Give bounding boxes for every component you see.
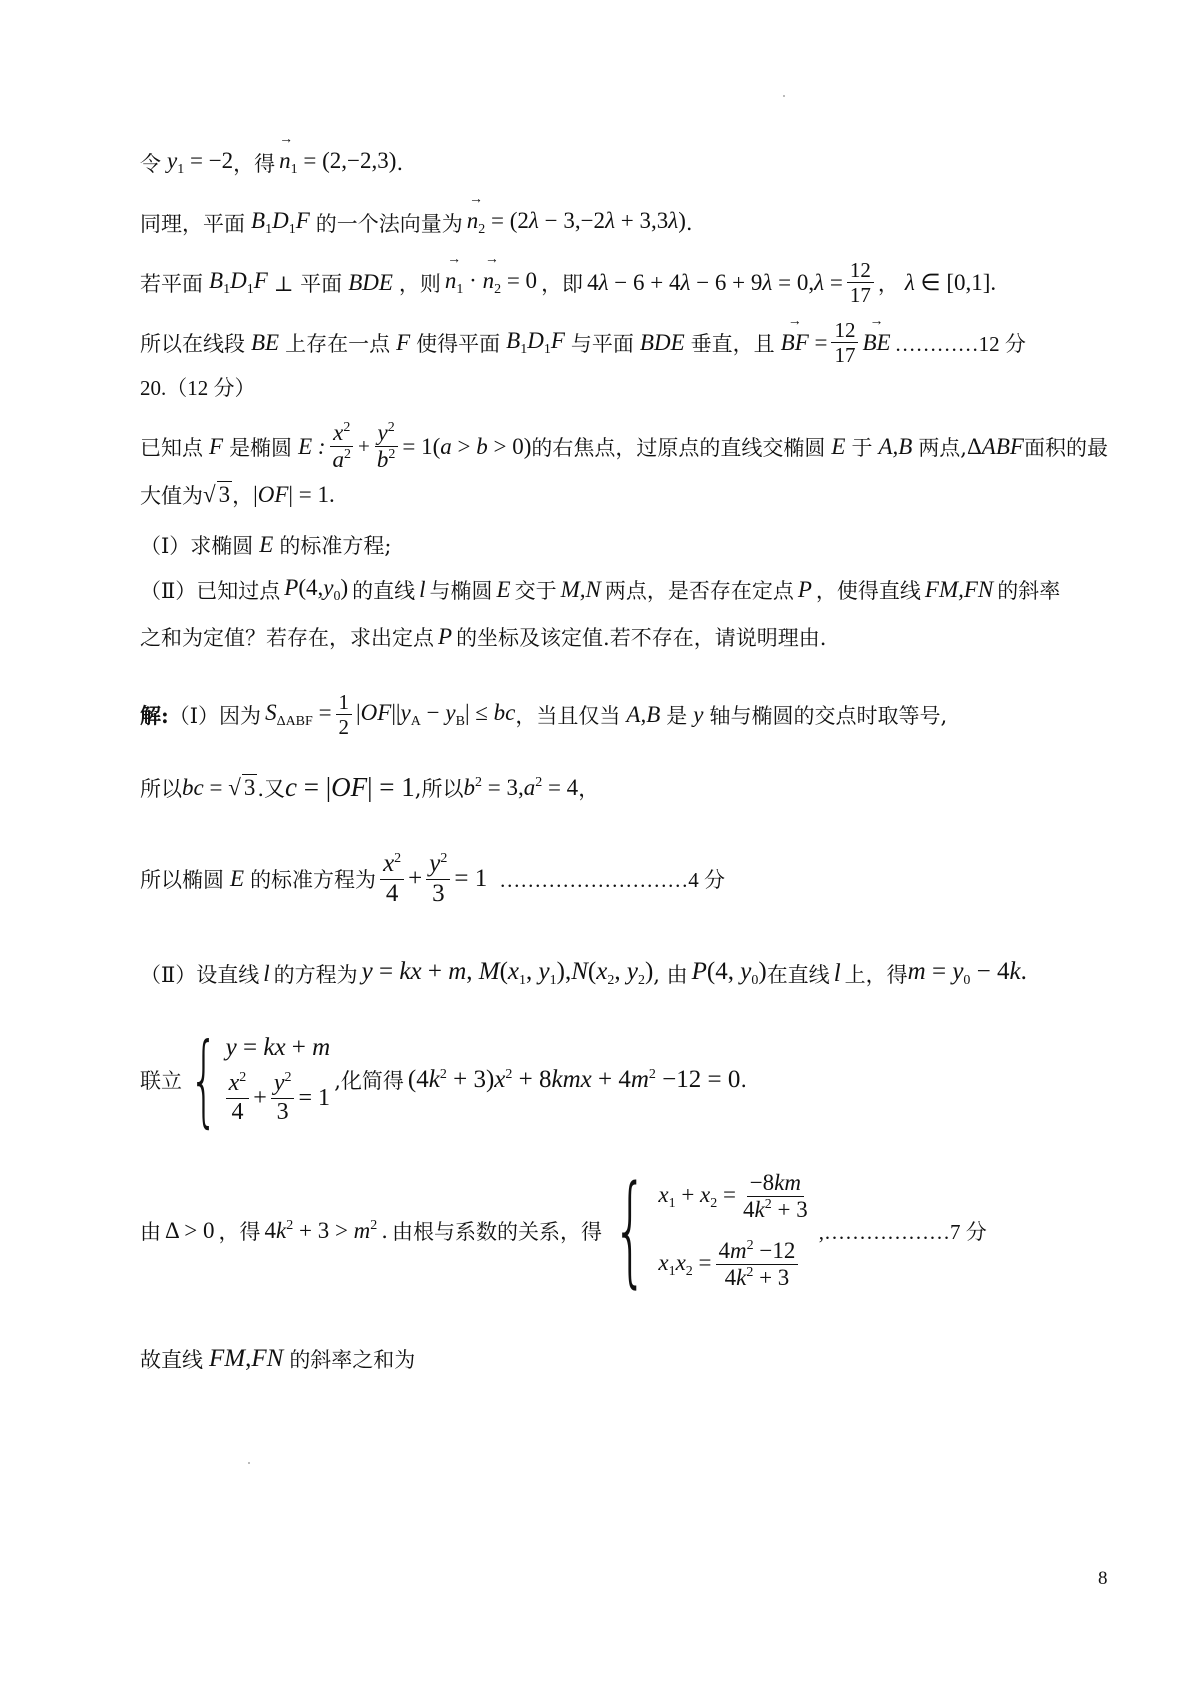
- line-solution-system: 联立 { y = kx + m $\frac{x^2}{4}$ + $\frac{y^2}{3}$ = 1 ,化简得 $(4k^2 + 3)x^2 + 8kmx + 4m^2 -12 = 0$ .: [140, 1021, 748, 1138]
- text: 若平面: [140, 271, 203, 296]
- text: 的斜率: [997, 579, 1061, 603]
- text: ，得: [218, 1219, 261, 1244]
- text: 由: [140, 1219, 161, 1244]
- line-solution-3: 所以椭圆 E 的标准方程为 $\frac{x^2}{4}$ + $\frac{y^2}{3}$ = 1 ………………………4 分: [140, 850, 725, 907]
- text: ,化简得: [334, 1069, 404, 1093]
- text: 面积的最: [1023, 435, 1108, 460]
- line-solution-vieta: 由 Δ > 0 ，得 $4k^2 + 3 > m^2$ . 由根与系数的关系，得 { $x_1 + x_2$ = $\frac{-8km}{4k^2 + 3}$ $x_1x_2$ = $\frac{4m^2 -12}{4k^2 + 3}$ ,………………7 分: [140, 1160, 987, 1300]
- text: 的右焦点，过原点的直线交椭圆: [531, 435, 826, 460]
- text: ，则: [398, 271, 441, 296]
- text: 的标准方程;: [279, 534, 392, 558]
- text: ，即: [541, 271, 584, 296]
- text: .: [396, 151, 404, 175]
- text: , 由: [653, 962, 688, 987]
- text: 大值为: [140, 484, 203, 508]
- text: 同理，平面: [140, 212, 245, 236]
- text: 与平面: [570, 331, 634, 356]
- text: 由根与系数的关系，得: [391, 1219, 602, 1244]
- text: 两点，是否存在定点: [604, 579, 794, 603]
- text: 所以在线段: [140, 331, 245, 356]
- text: （Ⅰ）因为: [168, 703, 262, 728]
- text: ，: [578, 776, 600, 801]
- text: 在直线: [766, 962, 830, 987]
- question-number: [140, 372, 256, 402]
- text: 已知点: [140, 435, 203, 460]
- line-conclusion: 所以在线段 BE 上存在一点 F 使得平面 $B_1D_1F$ 与平面 BDE 垂直，且 → BF = $\frac{12}{17}$ → BE …………12 分: [140, 318, 1026, 367]
- text: 轴与椭圆的交点时取等号,: [709, 703, 948, 728]
- text: 的方程为: [273, 962, 358, 987]
- text: 所以椭圆: [140, 868, 224, 893]
- text: 是椭圆: [229, 435, 293, 460]
- text: 于: [851, 435, 873, 460]
- text: .: [381, 1218, 388, 1243]
- score-12: …………12 分: [894, 331, 1026, 356]
- text: 上，得: [844, 962, 908, 987]
- text: （Ⅰ）求椭圆: [140, 534, 254, 558]
- text: .又: [257, 776, 286, 801]
- text: 故直线: [140, 1348, 203, 1372]
- text: 20.（12 分）: [140, 376, 256, 400]
- text: （Ⅱ）设直线: [140, 962, 260, 987]
- text: 上存在一点: [285, 331, 391, 356]
- line-n1: 令 $y_1 = -2$ ，得 → $n_1 = (2,-2,3)$ .: [140, 148, 403, 178]
- text: 的直线: [352, 579, 416, 603]
- text: 的一个法向量为: [315, 212, 463, 236]
- text: 之和为定值？若存在，求出定点: [140, 626, 434, 650]
- text: .: [740, 1068, 748, 1092]
- brace: {: [612, 1160, 648, 1300]
- page-number: 8: [1098, 1568, 1108, 1589]
- line-n2: 同理，平面 $B_1D_1F$ 的一个法向量为 → $n_2 = (2\lambda - 3,-2\lambda + 3,3\lambda)$ .: [140, 208, 693, 238]
- line-solution-4: （Ⅱ）设直线 l 的方程为 y = kx + m, $M(x_1$, $y_1),N(x_2$, $y_2$) , 由 P(4, $y_0$) 在直线 l 上，得 $m = y_0 - 4k$.: [140, 958, 1027, 988]
- line-question-2: 大值为 √ 3 ， |OF| = 1.: [140, 482, 335, 508]
- text: 两点,: [918, 435, 967, 460]
- text: .: [685, 211, 693, 235]
- text: ，得: [233, 152, 276, 176]
- line-part-2: （Ⅱ）已知过点 $P(4,y_0)$ 的直线 l 与椭圆 E 交于 M,N 两点，是否存在定点 P ，使得直线 FM,FN 的斜率: [140, 575, 1061, 604]
- line-solution-last: 故直线 FM,FN 的斜率之和为: [140, 1345, 416, 1372]
- text: 令: [140, 152, 161, 176]
- text: 使得平面: [416, 331, 501, 356]
- text: 联立: [140, 1069, 182, 1093]
- score-7: ,………………7 分: [818, 1219, 987, 1244]
- text: 垂直，且: [690, 331, 775, 356]
- text: 与椭圆: [429, 579, 493, 603]
- text: 的标准方程为: [250, 868, 377, 893]
- text: 所以: [140, 776, 182, 801]
- line-solution-2: 所以 bc = √ 3 .又 c = |OF| = 1 ,所以 $b^2 = 3,a^2 = 4$ ，: [140, 772, 600, 802]
- solution-label: 解:: [140, 702, 169, 728]
- text: ⊥ 平面: [273, 271, 343, 296]
- text: ，当且仅当: [515, 703, 621, 728]
- text: 的斜率之和为: [289, 1348, 416, 1372]
- text: ,所以: [414, 776, 464, 801]
- text: 的坐标及该定值.若不存在，请说明理由.: [456, 626, 827, 650]
- text: 是: [666, 703, 688, 728]
- brace: {: [189, 1021, 219, 1138]
- text: ，使得直线: [815, 579, 921, 603]
- score-4: ………………………4 分: [499, 868, 725, 893]
- line-question-1: 已知点 F 是椭圆 E : $\frac{x^2}{a^2}$ + $\frac{y^2}{b^2}$ = 1(a > b > 0) 的右焦点，过原点的直线交椭圆 E 于 A,B 两点, ΔABF 面积的最: [140, 420, 1108, 473]
- text: 交于: [514, 579, 557, 603]
- text: （Ⅱ）已知过点: [140, 579, 281, 603]
- scan-speck: [248, 1462, 250, 1464]
- line-solution-1: 解: （Ⅰ）因为 $S_{\Delta ABF}$ = $\frac{1}{2}$ $|OF||y_A - y_B|$ ≤ bc ，当且仅当 A,B 是 y 轴与椭圆的交点时取等号,: [140, 690, 948, 740]
- line-perp: 若平面 $B_1D_1F$ ⊥ 平面 BDE ，则 → $n_1$ · → $n_2 = 0$ ，即 4λ − 6 + 4λ − 6 + 9λ = 0,λ = $\frac{12}{17}$ ， λ ∈ [0,1].: [140, 258, 996, 307]
- line-part-1: （Ⅰ）求椭圆 E 的标准方程;: [140, 532, 392, 558]
- scan-speck: [783, 95, 785, 97]
- line-part-2-cont: 之和为定值？若存在，求出定点 P 的坐标及该定值.若不存在，请说明理由.: [140, 624, 827, 650]
